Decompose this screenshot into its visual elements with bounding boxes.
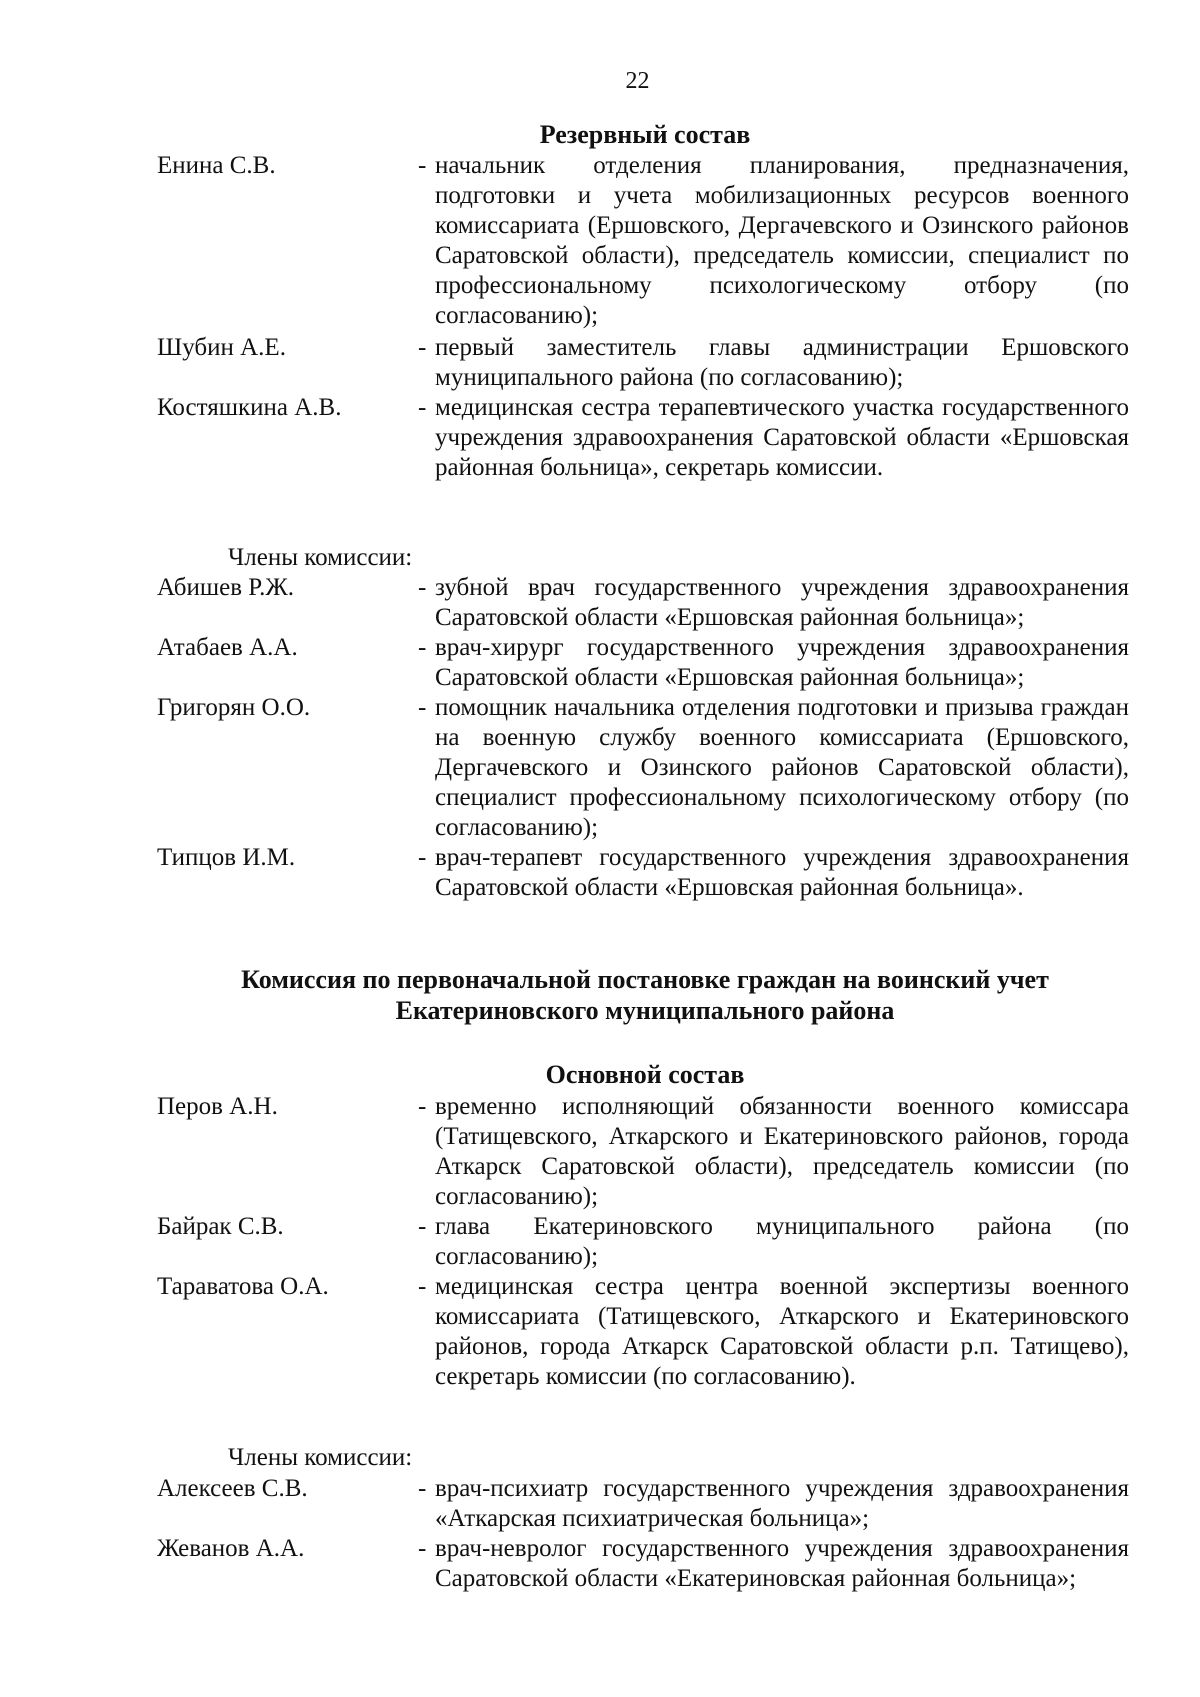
entry-description: помощник начальника отделения подготовки и призыва граждан на военную службу военного комиссариата (Ершовского, Дергачевского и Озинского районов Саратовской области), специалист профессиональному психологическому отбору (по согласованию); xyxy=(435,694,1129,841)
entry-dash: - xyxy=(418,1213,427,1240)
members-label: Члены комиссии: xyxy=(228,544,413,571)
entry-description: врач-невролог государственного учреждения здравоохранения Саратовской области «Екатериновская районная больница»; xyxy=(435,1535,1129,1592)
commission-entry xyxy=(157,573,1129,633)
entry-dash: - xyxy=(418,574,427,601)
page-number: 22 xyxy=(625,68,650,94)
entry-description: медицинская сестра терапевтического участка государственного учреждения здравоохранения Саратовской области «Ершовская районная больница», секретарь комиссии. xyxy=(435,394,1129,481)
commission-title-line1: Комиссия по первоначальной постановке граждан на воинский учет xyxy=(241,965,1049,994)
commission-entry xyxy=(157,1092,1129,1212)
commission-entry xyxy=(157,1474,1129,1534)
entry-dash: - xyxy=(418,844,427,871)
entry-dash: - xyxy=(418,394,427,421)
commission-entry xyxy=(157,1212,1129,1272)
entry-name: Типцов И.М. xyxy=(157,844,296,871)
entry-name: Енина С.В. xyxy=(157,152,276,179)
entry-description: врач-терапевт государственного учреждения здравоохранения Саратовской области «Ершовская районная больница». xyxy=(435,844,1129,901)
entry-name: Абишев Р.Ж. xyxy=(157,574,294,601)
entry-description: врач-психиатр государственного учреждения здравоохранения «Аткарская психиатрическая больница»; xyxy=(435,1475,1129,1532)
entry-dash: - xyxy=(418,334,427,361)
entry-description: первый заместитель главы администрации Ершовского муниципального района (по согласованию); xyxy=(435,334,1129,391)
entry-dash: - xyxy=(418,1475,427,1502)
entry-name: Шубин А.Е. xyxy=(157,334,286,361)
entry-dash: - xyxy=(418,1093,427,1120)
commission-entry xyxy=(157,151,1129,331)
entry-description: временно исполняющий обязанности военного комиссара (Татищевского, Аткарского и Екатериновского районов, города Аткарск Саратовской области), председатель комиссии (по согласованию); xyxy=(435,1093,1129,1210)
entry-description: врач-хирург государственного учреждения здравоохранения Саратовской области «Ершовская районная больница»; xyxy=(435,634,1129,691)
entry-description: начальник отделения планирования, предназначения, подготовки и учета мобилизационных ресурсов военного комиссариата (Ершовского, Дергачевского и Озинского районов Саратовской области), председатель комиссии, специалист по профессиональному психологическому отбору (по согласованию); xyxy=(435,152,1129,329)
entry-dash: - xyxy=(418,152,427,179)
entry-description: глава Екатериновского муниципального района (по согласованию); xyxy=(435,1213,1129,1270)
entry-dash: - xyxy=(418,1273,427,1300)
members-label: Члены комиссии: xyxy=(228,1444,413,1471)
commission-entry xyxy=(157,633,1129,693)
entry-name: Перов А.Н. xyxy=(157,1093,278,1120)
entry-name: Жеванов А.А. xyxy=(157,1535,305,1562)
entry-dash: - xyxy=(418,694,427,721)
commission-entry xyxy=(157,1272,1129,1392)
entry-dash: - xyxy=(418,1535,427,1562)
entry-name: Байрак С.В. xyxy=(157,1213,284,1240)
commission-entry xyxy=(157,843,1129,903)
commission-title-line2: Екатериновского муниципального района xyxy=(395,996,895,1025)
main-composition-title: Основной состав xyxy=(545,1060,745,1089)
commission-entry xyxy=(157,693,1129,843)
entry-name: Алексеев С.В. xyxy=(157,1475,308,1502)
entry-dash: - xyxy=(418,634,427,661)
entry-name: Тараватова О.А. xyxy=(157,1273,329,1300)
entry-description: зубной врач государственного учреждения здравоохранения Саратовской области «Ершовская районная больница»; xyxy=(435,574,1129,631)
entry-name: Костяшкина А.В. xyxy=(157,394,342,421)
reserve-composition-title: Резервный состав xyxy=(539,120,751,149)
entry-description: медицинская сестра центра военной экспертизы военного комиссариата (Татищевского, Аткарского и Екатериновского районов, города Аткарск Саратовской области р.п. Татищево), секретарь комиссии (по согласованию). xyxy=(435,1273,1129,1390)
entry-name: Атабаев А.А. xyxy=(157,634,298,661)
commission-entry xyxy=(157,1534,1129,1594)
entry-name: Григорян О.О. xyxy=(157,694,311,721)
commission-entry xyxy=(157,393,1129,483)
commission-entry xyxy=(157,333,1129,393)
